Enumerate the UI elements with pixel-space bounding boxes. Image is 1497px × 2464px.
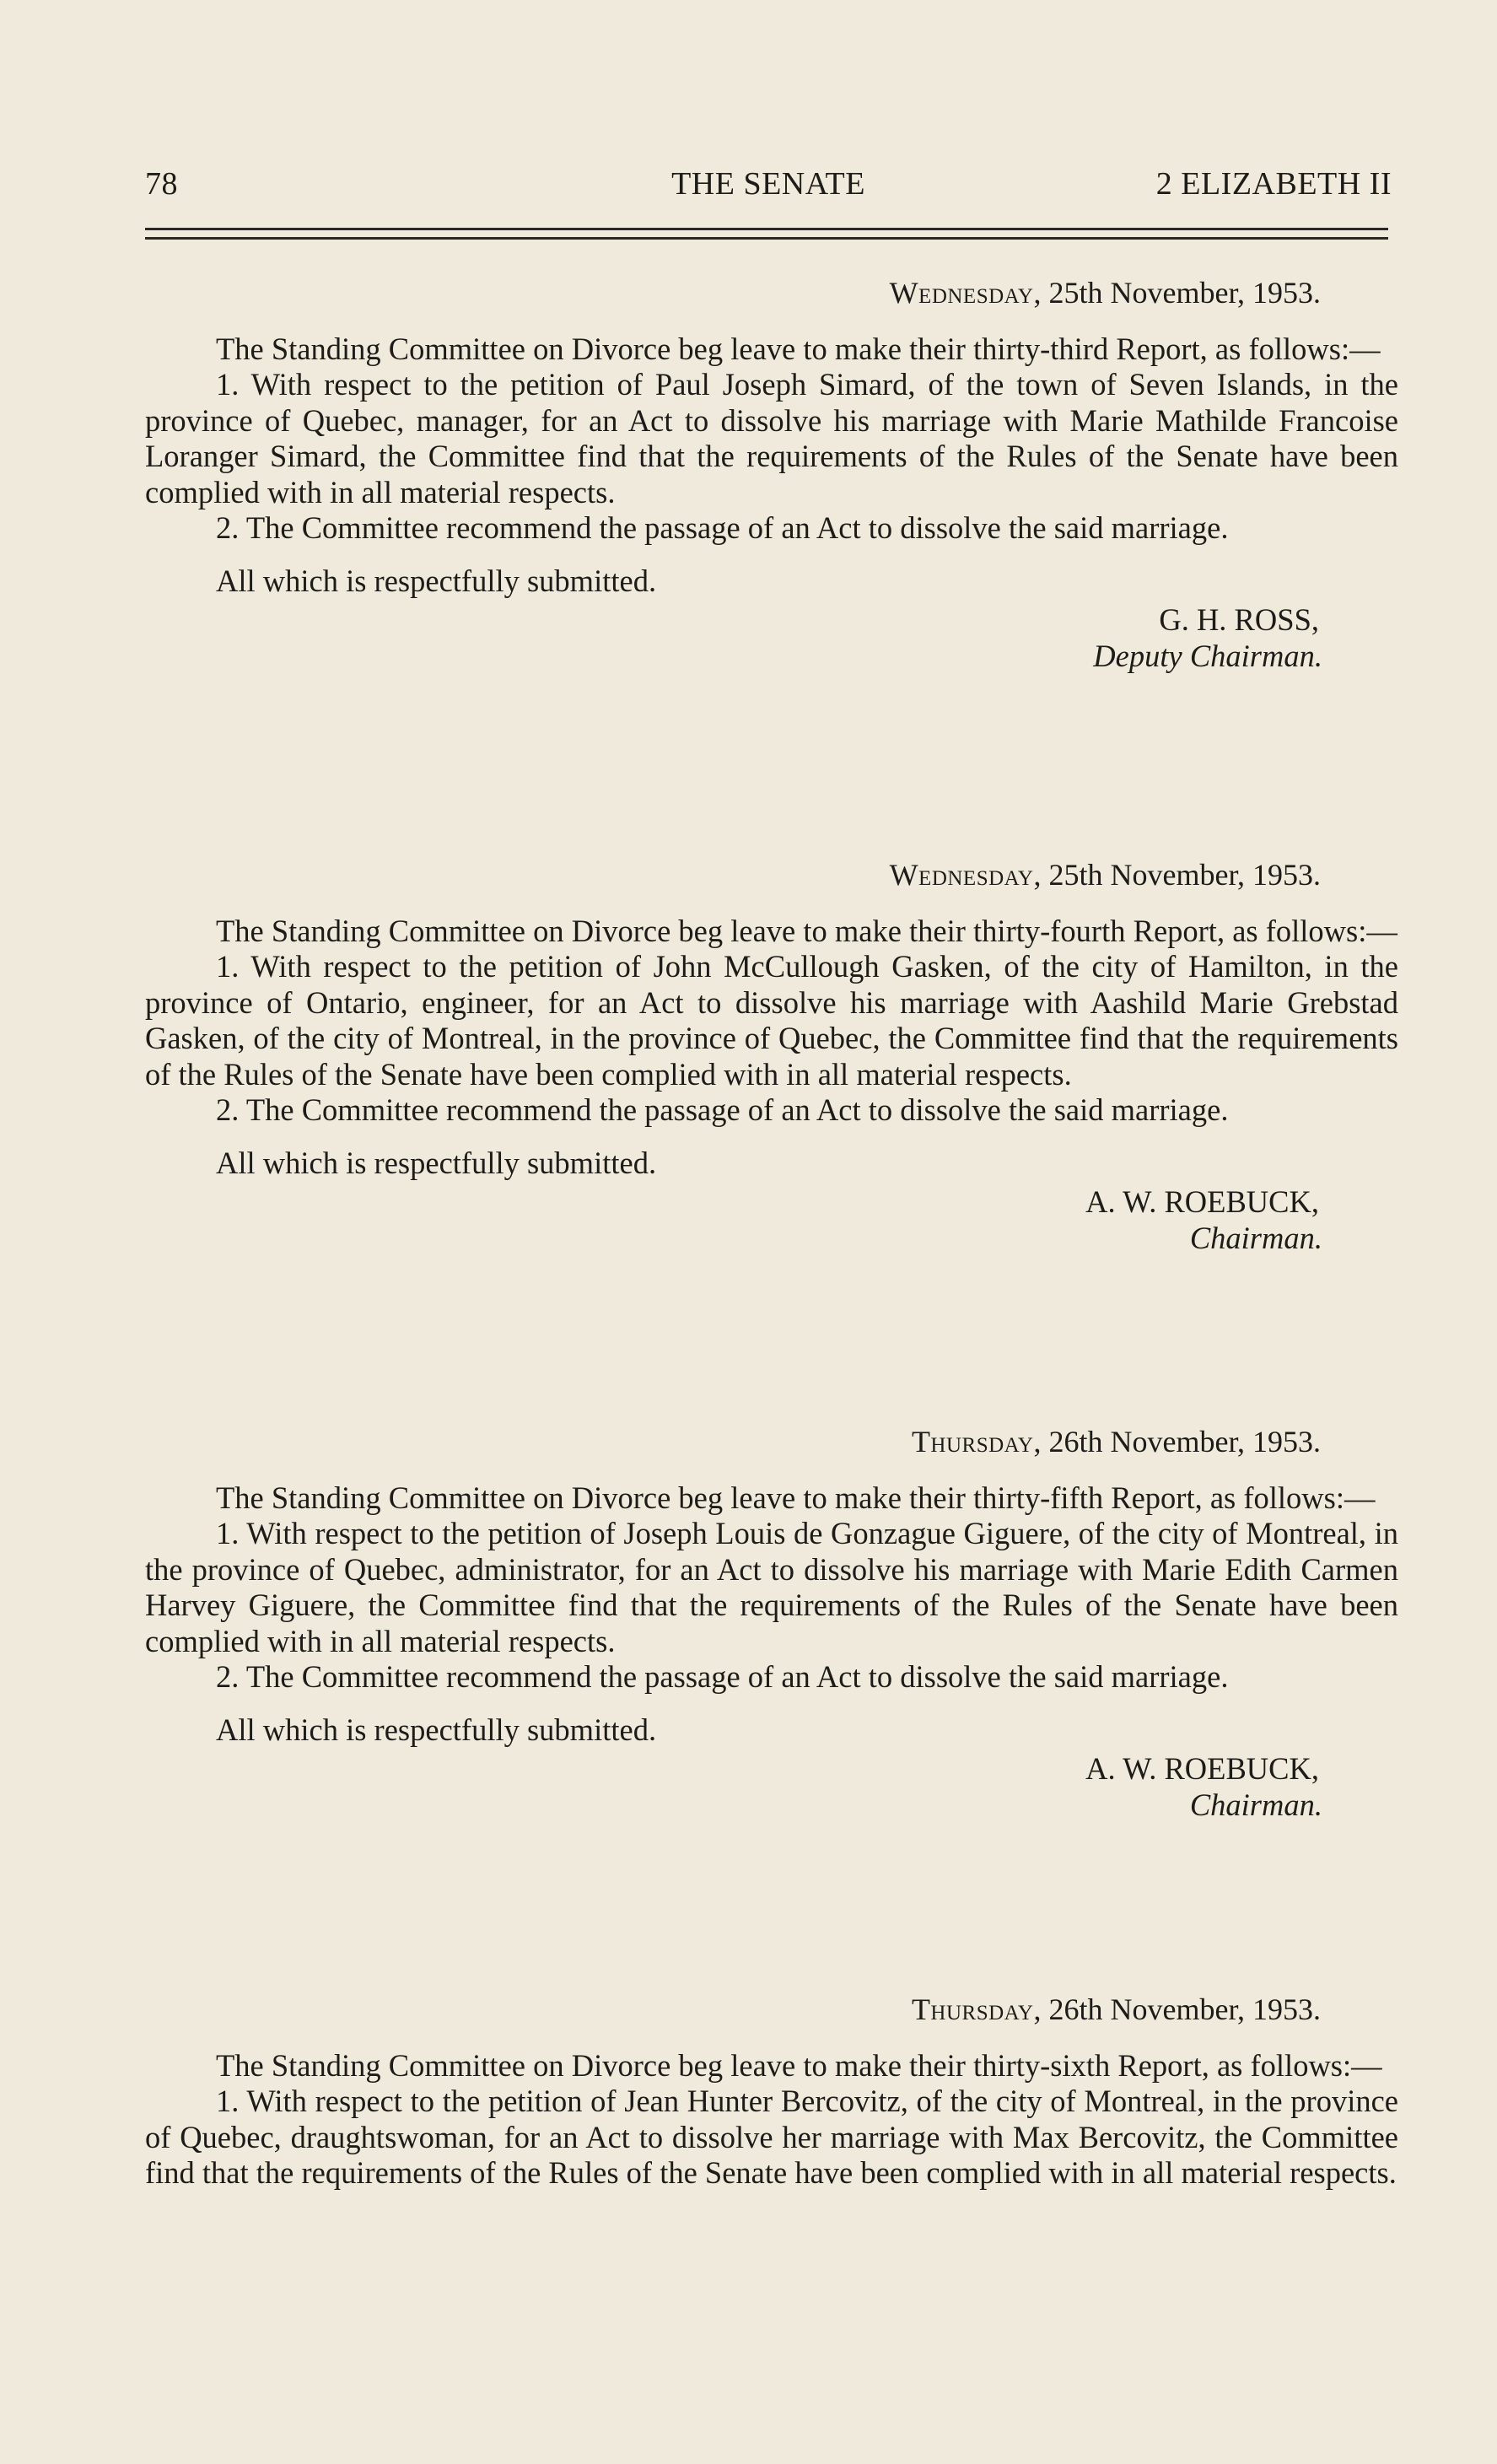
- running-header: [145, 165, 1392, 216]
- signatory-title: Deputy Chairman.: [1093, 638, 1322, 673]
- committee-report: [145, 857, 1398, 1256]
- report-item-1: 1. With respect to the petition of Joseph Louis de Gonzague Giguere, of the city of Montreal, in the province of Quebec, administrator, for an Act to dissolve his marriage with Marie Edith Carmen Harvey Giguere, the Committee find that the requirements of the Rules of the Senate have been complied with in all material respects.: [145, 1516, 1398, 1658]
- committee-report: [145, 1424, 1398, 1823]
- report-day: Thursday: [911, 1992, 1034, 2026]
- report-item-1: 1. With respect to the petition of Jean Hunter Bercovitz, of the city of Montreal, in the province of Quebec, draughtswoman, for an Act to dissolve her marriage with Max Bercovitz, the Committee find that the requirements of the Rules of the Senate have been complied with in all material respects.: [145, 2084, 1398, 2190]
- header-rule-top: [145, 228, 1388, 230]
- report-date: [145, 1992, 1398, 2028]
- page-number: 78: [145, 166, 178, 202]
- header-rule-bottom: [145, 237, 1388, 240]
- report-date-text: , 26th November, 1953.: [1033, 1992, 1321, 2026]
- report-item-2: 2. The Committee recommend the passage of an Act to dissolve the said marriage.: [216, 1659, 1229, 1694]
- report-day: Thursday: [911, 1425, 1034, 1458]
- report-date: [145, 275, 1398, 311]
- report-closing: All which is respectfully submitted.: [216, 563, 657, 598]
- report-date-text: , 25th November, 1953.: [1033, 858, 1321, 892]
- report-item-2: 2. The Committee recommend the passage of an Act to dissolve the said marriage.: [216, 510, 1229, 545]
- report-intro: The Standing Committee on Divorce beg leave to make their thirty-third Report, as follows:—: [216, 331, 1381, 366]
- committee-report: [145, 275, 1398, 674]
- report-closing: All which is respectfully submitted.: [216, 1712, 657, 1747]
- report-item-1: 1. With respect to the petition of Paul Joseph Simard, of the town of Seven Islands, in the province of Quebec, manager, for an Act to dissolve his marriage with Marie Mathilde Francoise Loranger Simard, the Committee find that the requirements of the Rules of the Senate have been complied with in all material respects.: [145, 367, 1398, 510]
- report-closing: All which is respectfully submitted.: [216, 1145, 657, 1180]
- signatory-name: A. W. ROEBUCK,: [1085, 1751, 1319, 1786]
- report-date-text: , 25th November, 1953.: [1033, 276, 1321, 310]
- report-intro: The Standing Committee on Divorce beg leave to make their thirty-sixth Report, as follows:—: [216, 2047, 1382, 2083]
- report-item-2: 2. The Committee recommend the passage of an Act to dissolve the said marriage.: [216, 1092, 1229, 1127]
- committee-report: [145, 1992, 1398, 2192]
- report-date: [145, 1424, 1398, 1460]
- signatory-name: G. H. ROSS,: [1159, 602, 1319, 637]
- signatory-title: Chairman.: [1189, 1787, 1322, 1822]
- report-day: Wednesday: [889, 858, 1034, 892]
- report-item-1: 1. With respect to the petition of John McCullough Gasken, of the city of Hamilton, in the province of Ontario, engineer, for an Act to dissolve his marriage with Aashild Marie Grebstad Gasken, of the city of Montreal, in the province of Quebec, the Committee find that the requirements of the Rules of the Senate have been complied with in all material respects.: [145, 949, 1398, 1092]
- report-date: [145, 857, 1398, 893]
- report-intro: The Standing Committee on Divorce beg leave to make their thirty-fifth Report, as follows:—: [216, 1480, 1376, 1515]
- signatory-name: A. W. ROEBUCK,: [1085, 1184, 1319, 1219]
- header-title: THE SENATE: [671, 166, 865, 202]
- report-day: Wednesday: [889, 276, 1034, 310]
- report-intro: The Standing Committee on Divorce beg leave to make their thirty-fourth Report, as follows:—: [216, 913, 1397, 948]
- report-date-text: , 26th November, 1953.: [1033, 1425, 1321, 1458]
- signatory-title: Chairman.: [1189, 1220, 1322, 1255]
- regnal-year: 2 ELIZABETH II: [1155, 166, 1392, 202]
